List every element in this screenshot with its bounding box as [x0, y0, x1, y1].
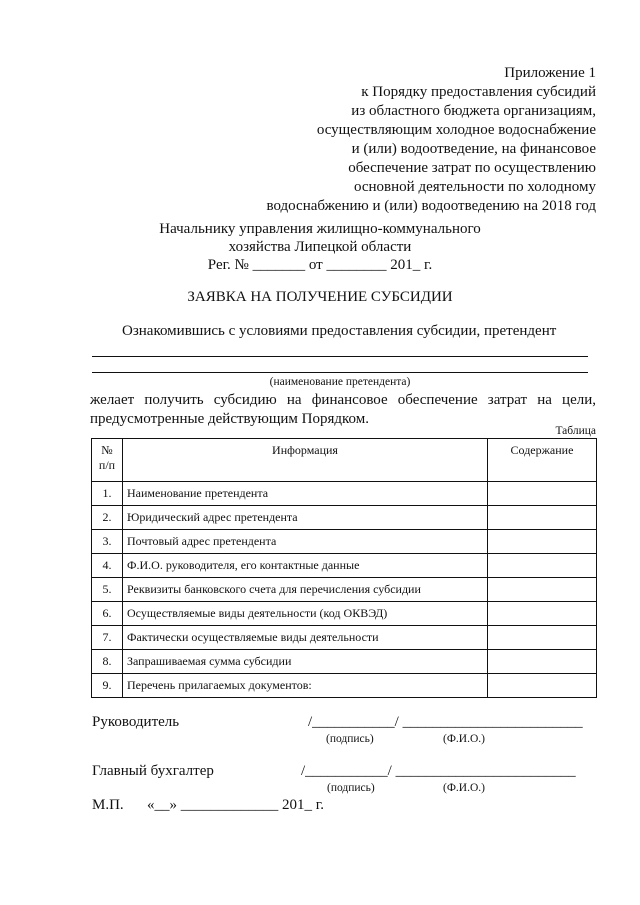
row-info: Почтовый адрес претендента	[123, 530, 488, 554]
row-content-cell[interactable]	[488, 482, 597, 506]
row-info: Запрашиваемая сумма субсидии	[123, 650, 488, 674]
row-num: 2.	[92, 506, 123, 530]
appendix-line: осуществляющим холодное водоснабжение	[316, 122, 596, 138]
head-name-caption: (Ф.И.О.)	[443, 733, 485, 745]
row-content-cell[interactable]	[488, 602, 597, 626]
table-caption: Таблица	[555, 425, 596, 437]
table-row	[92, 602, 597, 626]
intro-text: Ознакомившись с условиями предоставления субсидии, претендент	[122, 323, 557, 339]
table-row	[92, 554, 597, 578]
accountant-signature-fields[interactable]: /___________/ ________________________	[301, 763, 576, 779]
header-info: Информация	[123, 439, 488, 482]
row-content-cell[interactable]	[488, 674, 597, 698]
table-row	[92, 482, 597, 506]
table-row	[92, 578, 597, 602]
row-content-cell[interactable]	[488, 530, 597, 554]
stamp-label: М.П.	[92, 797, 124, 813]
date-line[interactable]: «__» _____________ 201_ г.	[147, 797, 324, 813]
appendix-line: основной деятельности по холодному	[354, 179, 596, 195]
header-num: № п/п	[92, 439, 123, 482]
info-table	[91, 438, 597, 698]
row-content-cell[interactable]	[488, 626, 597, 650]
addressee-line-1: Начальнику управления жилищно-коммунального	[159, 221, 481, 237]
row-info: Перечень прилагаемых документов:	[123, 674, 488, 698]
row-content-cell[interactable]	[488, 554, 597, 578]
addressee-line-2: хозяйства Липецкой области	[228, 239, 412, 255]
head-signature-fields[interactable]: /___________/ ________________________	[308, 714, 583, 730]
row-num: 7.	[92, 626, 123, 650]
appendix-header	[266, 64, 596, 216]
document-title: ЗАЯВКА НА ПОЛУЧЕНИЕ СУБСИДИИ	[187, 289, 453, 305]
registration-line: Рег. № _______ от ________ 201_ г.	[207, 257, 433, 273]
row-num: 9.	[92, 674, 123, 698]
row-info: Юридический адрес претендента	[123, 506, 488, 530]
row-info: Ф.И.О. руководителя, его контактные данные	[123, 554, 488, 578]
row-content-cell[interactable]	[488, 650, 597, 674]
row-content-cell[interactable]	[488, 578, 597, 602]
accountant-sign-caption: (подпись)	[327, 782, 375, 794]
head-sign-caption: (подпись)	[326, 733, 374, 745]
appendix-line: из областного бюджета организациям,	[351, 103, 596, 119]
table-row	[92, 674, 597, 698]
appendix-line: к Порядку предоставления субсидий	[361, 84, 596, 100]
row-num: 3.	[92, 530, 123, 554]
table-row	[92, 530, 597, 554]
row-num: 8.	[92, 650, 123, 674]
row-info: Осуществляемые виды деятельности (код ОКВЭД)	[123, 602, 488, 626]
table-header-row	[92, 439, 597, 482]
applicant-name-blank-2[interactable]	[92, 372, 588, 373]
appendix-line: водоснабжению и (или) водоотведению на 2018 год	[266, 198, 596, 214]
accountant-label: Главный бухгалтер	[92, 763, 214, 779]
row-num: 4.	[92, 554, 123, 578]
row-content-cell[interactable]	[488, 506, 597, 530]
appendix-line: и (или) водоотведение, на финансовое	[351, 141, 596, 157]
head-label: Руководитель	[92, 714, 180, 730]
table-row	[92, 506, 597, 530]
accountant-name-caption: (Ф.И.О.)	[443, 782, 485, 794]
row-num: 5.	[92, 578, 123, 602]
appendix-line: обеспечение затрат по осуществлению	[348, 160, 596, 176]
row-num: 6.	[92, 602, 123, 626]
table-row	[92, 650, 597, 674]
applicant-caption: (наименование претендента)	[269, 376, 411, 388]
applicant-name-blank-1[interactable]	[92, 356, 588, 357]
header-content: Содержание	[488, 439, 597, 482]
table-row	[92, 626, 597, 650]
row-info: Фактически осуществляемые виды деятельности	[123, 626, 488, 650]
row-info: Наименование претендента	[123, 482, 488, 506]
row-num: 1.	[92, 482, 123, 506]
appendix-line: Приложение 1	[504, 65, 596, 81]
purpose-text: желает получить субсидию на финансовое обеспечение затрат на цели, предусмотренные действующим Порядком.	[90, 392, 596, 427]
row-info: Реквизиты банковского счета для перечисления субсидии	[123, 578, 488, 602]
